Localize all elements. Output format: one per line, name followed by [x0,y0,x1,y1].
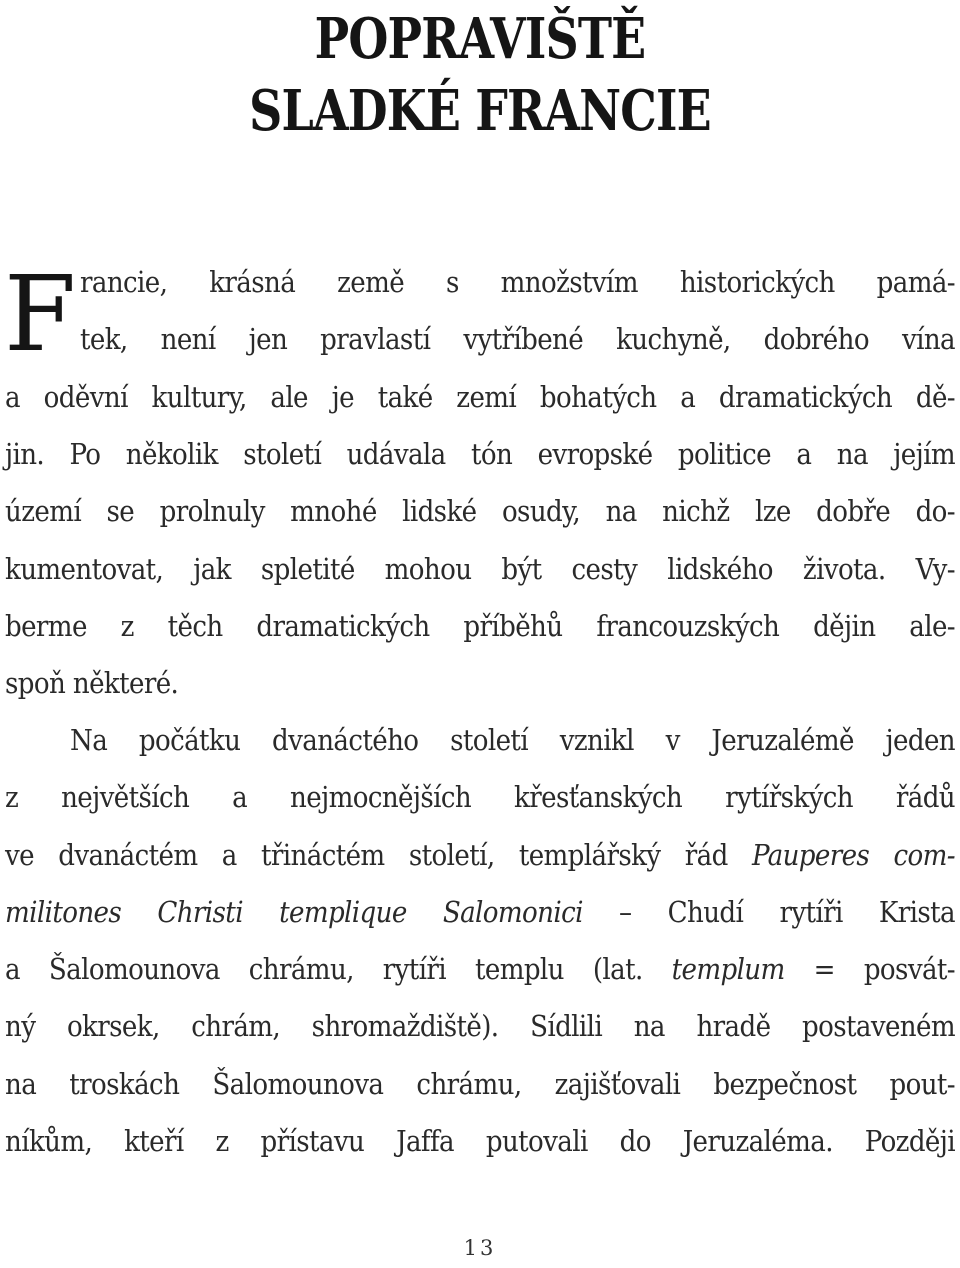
page-number: 13 [463,1236,497,1260]
paragraph-2-line: níkům, kteří z přístavu Jaffa putovali do Jeruzaléma. Později [5,1124,955,1158]
paragraph-1-line: a oděvní kultury, ale je také zemí bohatých a dramatických dě- [5,380,955,414]
paragraph-1-line: území se prolnuly mnohé lidské osudy, na nichž lze dobře do- [5,494,955,528]
text-run: a Šalomounova chrámu, rytíři templu (lat. [5,952,672,986]
paragraph-2-line: Na počátku dvanáctého století vznikl v Jeruzalémě jeden [70,723,955,757]
paragraph-1-line: kumentovat, jak spletité mohou být cesty lidského života. Vy- [5,552,955,586]
paragraph-2-line: z největších a nejmocnějších křesťanských rytířských řádů [5,780,955,814]
paragraph-2-line [5,826,955,884]
paragraph-1-line: jin. Po několik století udávala tón evropské politice a na jejím [5,437,955,471]
drop-cap: F [4,253,77,375]
latin-term: templum [671,952,785,986]
paragraph-1-line: spoň některé. [5,666,179,700]
chapter-title-line-2: SLADKÉ FRANCIE [249,78,711,144]
latin-order-name: militones Christi templique Salomonici [5,895,583,929]
paragraph-2-line: na troskách Šalomounova chrámu, zajišťovali bezpečnost pout- [5,1067,955,1101]
paragraph-1-line: rancie, krásná země s množstvím historických pamá- [80,265,955,299]
paragraph-2-line [5,940,955,998]
text-run: = posvát- [784,952,955,986]
chapter-title-line-1: POPRAVIŠTĚ [314,6,646,72]
paragraph-1-line: berme z těch dramatických příběhů francouzských dějin ale- [5,609,955,643]
text-run: – Chudí rytíři Krista [582,895,955,929]
paragraph-1-line: tek, není jen pravlastí vytříbené kuchyně, dobrého vína [80,322,955,356]
paragraph-2-line [5,883,955,941]
text-run: ve dvanáctém a třináctém století, templářský řád [5,838,752,872]
latin-order-name: Pauperes com- [751,838,955,872]
paragraph-2-line: ný okrsek, chrám, shromaždiště). Sídlili na hradě postaveném [5,1009,955,1043]
